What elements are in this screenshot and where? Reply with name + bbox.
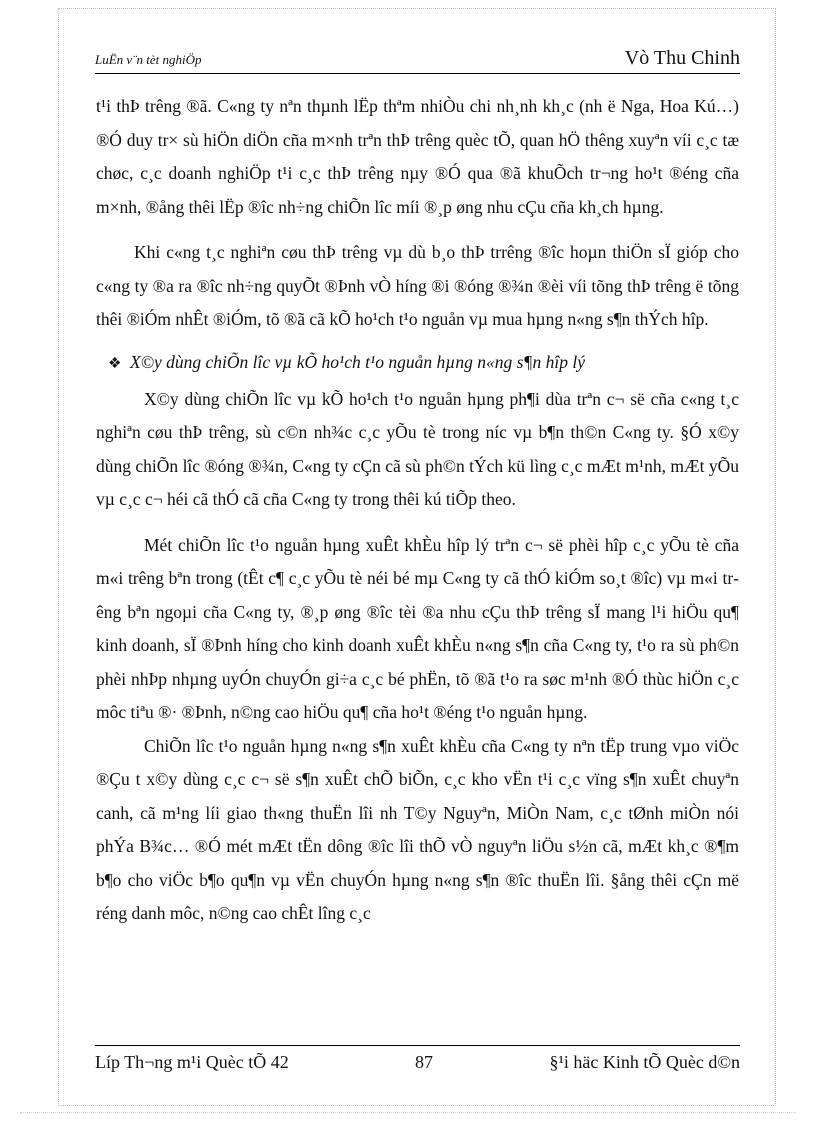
page-number: 87 — [415, 1052, 433, 1072]
diamond-bullet-icon: ❖ — [108, 355, 122, 372]
page-footer — [95, 1052, 740, 1078]
footer-rule — [95, 1045, 740, 1046]
paragraph-2: Khi c«ng t¸c nghiªn cøu thÞ trêng vµ dù b¸o thÞ trrêng ®îc hoµn thiÖn sÏ gióp cho c«ng ty ®a ra ®îc nh÷ng quyÕt ®Þnh vÒ híng ®i ®óng ®¾n ®èi víi tõng thÞ trêng ë tõng thêi ®iÓm nhÊt ®iÓm, tõ ®ã cã kÕ ho¹ch t¹o nguån vµ mua hµng n«ng s¶n thÝch hîp. — [96, 242, 739, 329]
footer-university-label: §¹i häc Kinh tÕ Quèc d©n — [549, 1052, 740, 1072]
bottom-dotted-line — [20, 1112, 796, 1113]
paragraph-4: Mét chiÕn lîc t¹o nguån hµng xuÊt khÈu hîp lý trªn c¬ së phèi hîp c¸c yÕu tè cña m«i trêng bªn trong (tÊt c¶ c¸c yÕu tè néi bé mµ C«ng ty cã thÓ kiÓm so¸t ®îc) vµ m«i trêng bªn ngoµi cña C«ng ty, ®¸p øng ®îc tèi ®a nhu cÇu thÞ trêng sÏ mang l¹i hiÖu qu¶ kinh doanh, sÏ ®Þnh híng cho kinh doanh xuÊt khÈu n«ng s¶n cña C«ng ty, t¹o ra sù ph©n phèi nhÞp nhµng uyÓn chuyÓn gi÷a c¸c bé phËn, tõ ®ã t¹o ra søc m¹nh ®Ó thùc hiÖn c¸c môc tiªu ®· ®Þnh, n©ng cao hiÖu qu¶ cña ho¹t ®éng t¹o nguån hµng. — [96, 534, 739, 722]
paragraph-3: X©y dùng chiÕn lîc vµ kÕ ho¹ch t¹o nguån hµng ph¶i dùa trªn c¬ së cña c«ng t¸c nghiªn cøu thÞ trêng, sù c©n nh¾c c¸c yÕu tè trong níc vµ b¶n th©n C«ng ty. §Ó x©y dùng chiÕn lîc ®óng ®¾n, C«ng ty cÇn cã sù ph©n tÝch kü lìng c¸c mÆt m¹nh, mÆt yÕu vµ c¸c c¬ héi cã thÓ cã cña C«ng ty trong thêi kú tiÕp theo. — [96, 388, 739, 509]
paragraph-5: ChiÕn lîc t¹o nguån hµng n«ng s¶n xuÊt khÈu cña C«ng ty nªn tËp trung vµo viÖc ®Çu t x©y dùng c¸c c¬ së s¶n xuÊt chÕ biÕn, c¸c kho vËn t¹i c¸c vïng s¶n xuÊt chuyªn canh, cã m¹ng líi giao th«ng thuËn lîi nh T©y Nguyªn, MiÒn Nam, c¸c tØnh miÒn nói phÝa B¾c… ®Ó mét mÆt tËn dông ®îc lîi thÕ vÒ nguyªn liÖu s½n cã, mÆt kh¸c ®¶m b¶o cho viÖc b¶o qu¶n vµ vËn chuyÓn hµng n«ng s¶n ®îc thuËn lîi. §ång thêi cÇn më réng danh môc, n©ng cao chÊt lîng c¸c — [96, 735, 739, 923]
header-thesis-label: LuËn v¨n tèt nghiÖp — [95, 52, 202, 67]
paragraph-1: t¹i thÞ trêng ®ã. C«ng ty nªn thµnh lËp thªm nhiÒu chi nh¸nh kh¸c (nh ë Nga, Hoa Kú…) ®Ó duy tr× sù hiÖn diÖn cña m×nh trªn thÞ trêng quèc tÕ, quan hÖ thêng xuyªn víi c¸c tæ chøc, c¸c doanh nghiÖp t¹i c¸c thÞ trêng nµy ®Ó qua ®ã khuÕch tr¬ng ho¹t ®éng cña m×nh, ®ång thêi lËp ®îc nh÷ng chiÕn lîc míi ®¸p øng nhu cÇu cña kh¸ch hµng. — [96, 96, 739, 217]
header-author-name: Vò Thu Chinh — [624, 47, 740, 69]
section-heading — [108, 347, 739, 379]
page-body — [96, 90, 739, 931]
header-rule — [95, 73, 740, 74]
page-header — [95, 44, 740, 72]
footer-class-label: Líp Th¬ng m¹i Quèc tÕ 42 — [95, 1052, 289, 1072]
section-heading-text: X©y dùng chiÕn lîc vµ kÕ ho¹ch t¹o nguån hµng n«ng s¶n hîp lý — [130, 351, 586, 372]
